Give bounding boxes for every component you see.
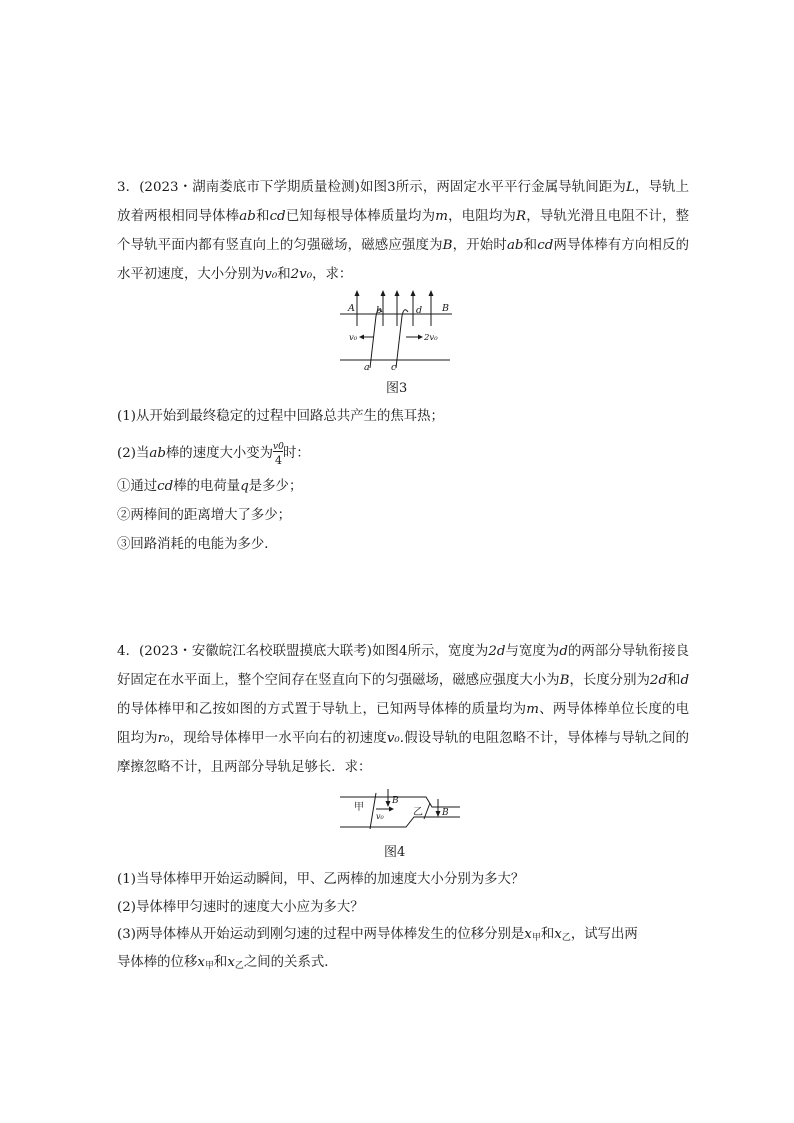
rod-cd [396, 310, 408, 368]
label-c: c [391, 362, 397, 372]
q3-text: 和 [255, 209, 270, 224]
var-m: m [435, 209, 448, 224]
q3-header: 3．(2023・湖南娄底市下学期质量检测)如图3所示，两固定水平平行金属导轨间距为 [117, 180, 626, 195]
q3-sub2-item2: ②两棒间的距离增大了多少； [117, 508, 292, 523]
label-jia: 甲 [354, 802, 364, 813]
q4-sub3-line1 [117, 925, 638, 948]
var-2d: 2d [649, 673, 668, 688]
q3-text: ，导轨光滑且电阻不计，整个导轨平面内都有竖直向上的匀强磁场，磁感应强度为 [117, 209, 690, 253]
q3-text: ，开始时 [452, 238, 507, 253]
var-ab: ab [506, 238, 524, 253]
q4-text: ，现给导体棒甲一水平向右的初速度 [169, 731, 387, 746]
var-ab: ab [239, 209, 256, 224]
subscript-jia: 甲 [531, 933, 541, 943]
var-cd: cd [537, 238, 554, 253]
var-cd: cd [269, 209, 286, 224]
q3-sub2-text: (2)当 [117, 446, 150, 461]
var-R: R [516, 209, 527, 224]
var-B: B [442, 238, 453, 253]
q3-sub2-text: 棒的速度大小变为 [165, 446, 274, 461]
fraction-numerator: v0 [273, 442, 284, 452]
q4-text: 的两部分导轨衔接良好固定在水平面上，整个空间存在竖直向下的匀强磁场，磁感应强度大小为 [117, 644, 689, 688]
q3-text: 已知每根导体棒质量均为 [285, 209, 436, 224]
q4-sub3-line2 [117, 953, 338, 976]
q3-text: ，求： [312, 267, 353, 282]
figure-4-caption: 图4 [384, 845, 406, 860]
figure-3-diagram [330, 286, 470, 372]
q4-sub3-text: 导体棒的位移 [117, 955, 198, 970]
q4-text: 、两导体棒单位长度的电阻均为 [117, 702, 690, 746]
q3-text: 和 [523, 238, 538, 253]
label-v0: v₀ [376, 812, 384, 821]
arrow-head [436, 811, 441, 817]
rod-ab [370, 310, 382, 368]
var-v0: v₀. [386, 731, 405, 746]
q3-sub2-text: 时： [283, 446, 310, 461]
q3-sub2 [117, 442, 310, 467]
var-cd: cd [157, 479, 174, 494]
arrow-head [411, 290, 416, 296]
q3-item1-text: 棒的电荷量 [173, 479, 241, 494]
q3-text: ，导轨上放着两根相同导体棒 [117, 180, 689, 224]
q4-header: 4．(2023・安徽皖江名校联盟摸底大联考)如图4所示，宽度为 [117, 644, 489, 659]
label-B-left: B [392, 796, 399, 806]
label-B-right: B [442, 808, 449, 818]
label-A: A [348, 303, 355, 314]
var-v0: v₀ [264, 267, 278, 282]
q4-text: 假设导轨的电阻忽略不计，导体棒与导轨之间的摩擦忽略不计，且两部分导轨足够长．求： [117, 731, 690, 775]
q4-sub3-text: 和 [213, 955, 228, 970]
subscript-jia: 甲 [204, 961, 214, 971]
rail-bottom [340, 817, 460, 827]
q3-text: 两导体棒有方向相反的水平初速度，大小分别为 [117, 238, 690, 282]
var-2v0: 2v₀ [290, 267, 313, 282]
subscript-yi: 乙 [561, 933, 571, 943]
var-x: x [524, 927, 532, 942]
var-x: x [554, 927, 562, 942]
figure-3-caption: 图3 [386, 381, 408, 396]
question-3-text [117, 173, 689, 289]
label-b: b [376, 305, 383, 316]
question-4-text [117, 637, 689, 782]
var-m: m [526, 702, 539, 717]
var-d: d [559, 644, 568, 659]
var-d: d [680, 673, 690, 688]
var-q: q [240, 479, 249, 494]
arrow-head [386, 801, 391, 807]
q3-item1-text: ①通过 [117, 479, 158, 494]
q4-text: 与宽度为 [505, 644, 560, 659]
figure-4-diagram [334, 785, 464, 835]
q4-sub1: (1)当导体棒甲开始运动瞬间，甲、乙两棒的加速度大小分别为多大？ [117, 872, 525, 887]
var-x: x [227, 955, 235, 970]
var-L: L [625, 180, 635, 195]
var-r0: r₀ [157, 731, 170, 746]
q3-sub2-item3: ③回路消耗的电能为多少． [117, 537, 278, 552]
q4-sub3-text: 和 [540, 927, 555, 942]
arrow-head [359, 335, 364, 340]
var-2d: 2d [488, 644, 506, 659]
var-ab: ab [149, 446, 166, 461]
q4-text: 和 [667, 673, 681, 688]
q4-sub3-text: ，试写出两 [570, 927, 638, 942]
var-B: B [559, 673, 570, 688]
label-v0: v₀ [349, 333, 358, 343]
arrow-head [395, 290, 400, 296]
q3-text: ，电阻均为 [447, 209, 516, 224]
q4-sub3-text: 之间的关系式． [243, 955, 338, 970]
label-B: B [442, 303, 449, 314]
subscript-yi: 乙 [234, 961, 244, 971]
arrow-head [429, 290, 434, 296]
arrow-head [381, 290, 386, 296]
q3-sub2-item1 [117, 477, 302, 497]
arrow-head [389, 807, 394, 812]
label-d: d [416, 305, 423, 316]
fraction-denominator: 4 [275, 454, 283, 467]
var-x: x [197, 955, 205, 970]
q3-sub1: (1)从开始到最终稳定的过程中回路总共产生的焦耳热； [117, 409, 444, 424]
q4-text: ，长度分别为 [569, 673, 650, 688]
label-yi: 乙 [413, 807, 423, 818]
rod-jia [370, 793, 376, 829]
fraction-v0-over-4 [273, 442, 284, 467]
arrow-head [355, 290, 360, 296]
q4-sub3-text: (3)两导体棒从开始运动到刚匀速的过程中两导体棒发生的位移分别是 [117, 927, 525, 942]
q3-text: 和 [277, 267, 291, 282]
q4-text: 的导体棒甲和乙按如图的方式置于导轨上，已知两导体棒的质量均为 [117, 702, 527, 717]
arrow-head [418, 335, 423, 340]
q4-sub2: (2)导体棒甲匀速时的速度大小应为多大？ [117, 900, 364, 915]
label-2v0: 2v₀ [424, 333, 438, 343]
label-a: a [364, 362, 370, 372]
q3-item1-text: 是多少； [248, 479, 303, 494]
